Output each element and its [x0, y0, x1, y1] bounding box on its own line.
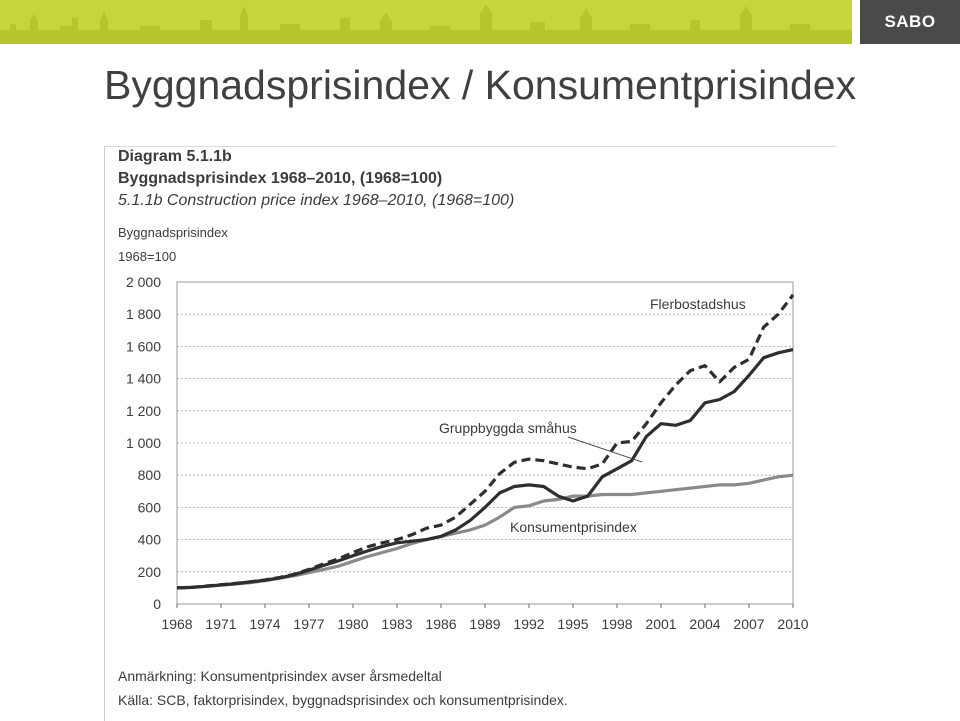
y-tick-label: 1 600	[125, 338, 161, 355]
y-tick-label: 1 200	[125, 402, 161, 419]
y-tick-label: 600	[137, 499, 161, 516]
x-tick-label: 2004	[689, 616, 721, 632]
figure-source: Källa: SCB, faktorprisindex, byggnadsprisindex och konsumentprisindex.	[118, 692, 568, 708]
x-tick-label: 1995	[557, 616, 589, 632]
x-tick-label: 2001	[645, 616, 677, 632]
x-tick-label: 1977	[293, 616, 325, 632]
x-tick-label: 1983	[381, 616, 413, 632]
annotation-gruppbyggda-smahus: Gruppbyggda småhus	[439, 420, 577, 436]
figure-title: Byggnadsprisindex 1968–2010, (1968=100)	[118, 170, 443, 187]
x-tick-label: 2010	[777, 616, 809, 632]
x-tick-label: 1974	[249, 616, 281, 632]
y-tick-label: 200	[137, 563, 161, 580]
slide-title: Byggnadsprisindex / Konsumentprisindex	[104, 62, 857, 108]
y-tick-label: 1 000	[125, 435, 161, 451]
figure-subtitle: 5.1.1b Construction price index 1968–2010, (1968=100)	[118, 192, 515, 209]
y-axis-unit: 1968=100	[118, 249, 177, 264]
x-tick-label: 1986	[425, 616, 457, 632]
x-tick-label: 1968	[161, 616, 193, 632]
y-tick-label: 400	[137, 531, 161, 548]
figure-note: Anmärkning: Konsumentprisindex avser årsmedeltal	[118, 668, 442, 684]
x-tick-label: 1992	[513, 616, 545, 632]
x-tick-label: 1971	[205, 616, 237, 632]
y-tick-label: 0	[153, 596, 161, 612]
y-tick-label: 800	[137, 467, 161, 484]
y-tick-label: 1 800	[125, 306, 161, 323]
logo-text: SABO	[884, 12, 936, 31]
x-tick-label: 1980	[337, 616, 369, 632]
figure-label: Diagram 5.1.1b	[118, 148, 232, 165]
x-tick-label: 1989	[469, 616, 501, 632]
annotation-konsumentprisindex: Konsumentprisindex	[510, 519, 637, 535]
x-tick-label: 1998	[601, 616, 633, 632]
y-tick-label: 2 000	[125, 274, 161, 290]
y-axis-label: Byggnadsprisindex	[118, 225, 228, 240]
y-tick-label: 1 400	[125, 370, 161, 387]
x-tick-label: 2007	[733, 616, 765, 632]
annotation-flerbostadshus: Flerbostadshus	[650, 296, 746, 312]
